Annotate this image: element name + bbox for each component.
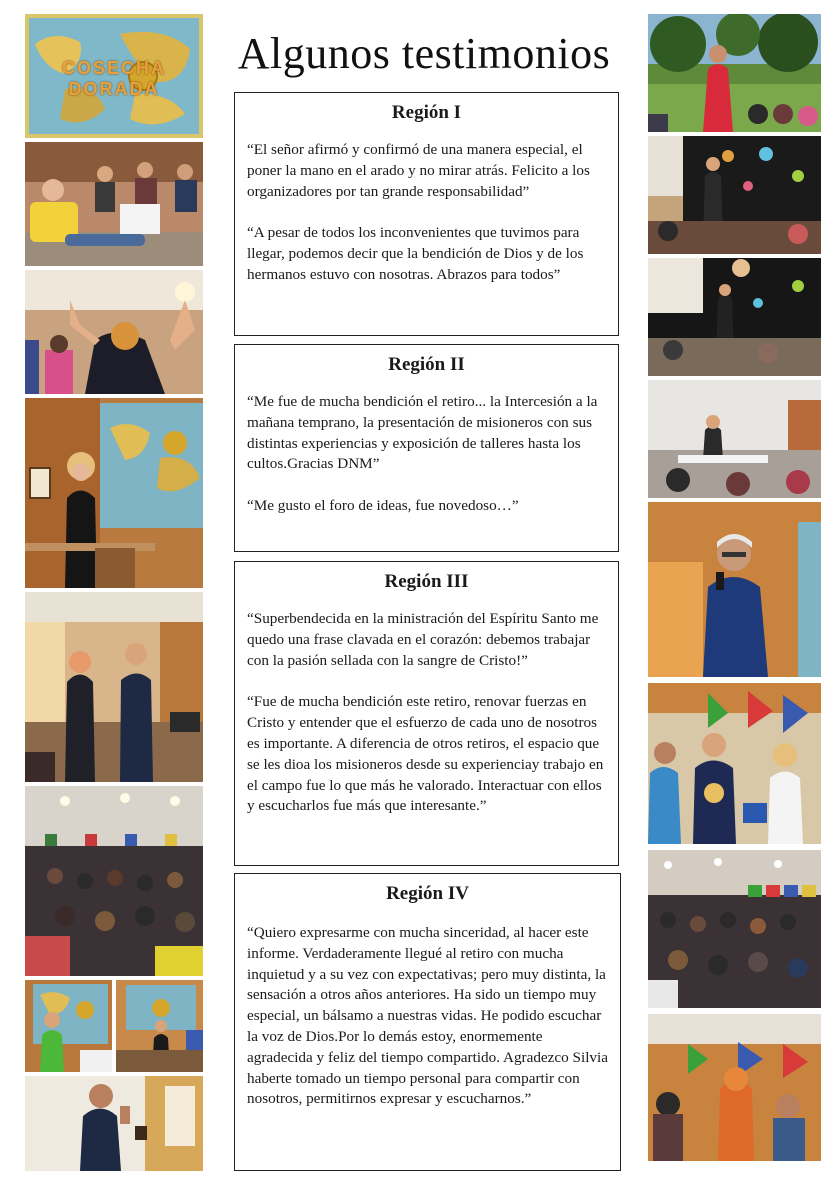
region-heading: Región I	[391, 102, 462, 123]
outdoor-dance-photo	[648, 14, 821, 132]
region-2-box	[234, 344, 619, 552]
woman-speaker-photo	[25, 398, 203, 588]
stage-woman-photo	[648, 136, 821, 254]
region-heading: Región II	[388, 354, 465, 375]
region-3-box	[234, 561, 619, 866]
testimonial-quote: “Me fue de mucha bendición el retiro... la Intercesión a la mañana temprano, la presentación de misioneros con sus distintas experiencias y exposición de talleres hasta los cultos.Gracias DNM”	[247, 393, 598, 473]
stage-man-photo	[648, 258, 821, 376]
raised-hands-photo	[25, 270, 203, 394]
man-speaker-photo	[25, 1076, 203, 1171]
two-speakers-photo	[25, 592, 203, 782]
region-heading: Región III	[384, 571, 469, 592]
testimonial-quote: “Fue de mucha bendición este retiro, renovar fuerzas en Cristo y entender que el esfuerzo de cada uno de nosotros es importante. A diferencia de otros retiros, el espacio que se les dioa los misioneros desde su experienciay trabajo en el campo fue lo que más he valorado. Interactuar con ellos y escucharlos fue más que interesante.”	[247, 693, 604, 815]
region-4-box	[234, 873, 621, 1171]
woman-banner-photo	[25, 980, 112, 1072]
lecturer-photo	[648, 380, 821, 498]
testimonial-quote: “Me gusto el foro de ideas, fue novedoso…”	[247, 497, 519, 515]
banner-text: COSECHA DORADA	[61, 58, 166, 99]
region-1-box	[234, 92, 619, 336]
testimonial-quote: “Superbendecida en la ministración del Espíritu Santo me quedo una frase clavada en el corazón: debemos trabajar con la pasión sellada con la sangre de Cristo!”	[247, 610, 599, 669]
stage-photo	[116, 980, 203, 1072]
page-title: Algunos testimonios	[237, 29, 611, 78]
glasses-speaker-photo	[648, 502, 821, 677]
region-heading: Región IV	[386, 883, 469, 904]
seated-group-photo	[25, 142, 203, 266]
banner-photo	[25, 14, 203, 138]
testimonial-quote: “Quiero expresarme con mucha sinceridad, al hacer este informe. Verdaderamente llegué al retiro con mucha inquietud y a su vez con expectativas; pero muy distinta, la sensación a otros años anteriores. Ha sido un tiempo muy especial, un bálsamo a nuestras vidas. He podido escuchar la voz de Dios.Por lo demás estoy, enormemente agradecida y feliz del tiempo compartido. Agradezco Silvia haberte tomado un tiempo personal para compartir con nosotros, permitirnos expresar y escucharnos.”	[247, 924, 608, 1108]
testimonial-quote: “El señor afirmó y confirmó de una manera especial, el poner la mano en el arado y no mirar atrás. Felicito a los organizadores por tan grande responsabilidad”	[247, 141, 590, 200]
audience-hall-photo	[25, 786, 203, 976]
crowd-flags-photo	[648, 850, 821, 1008]
testimonial-quote: “A pesar de todos los inconvenientes que tuvimos para llegar, podemos decir que la bendición de Dios y de los hermanos estuvo con nosotras. Abrazos para todos”	[247, 224, 584, 283]
crowd-scarf-photo	[648, 1014, 821, 1161]
group-flags-photo	[648, 683, 821, 844]
